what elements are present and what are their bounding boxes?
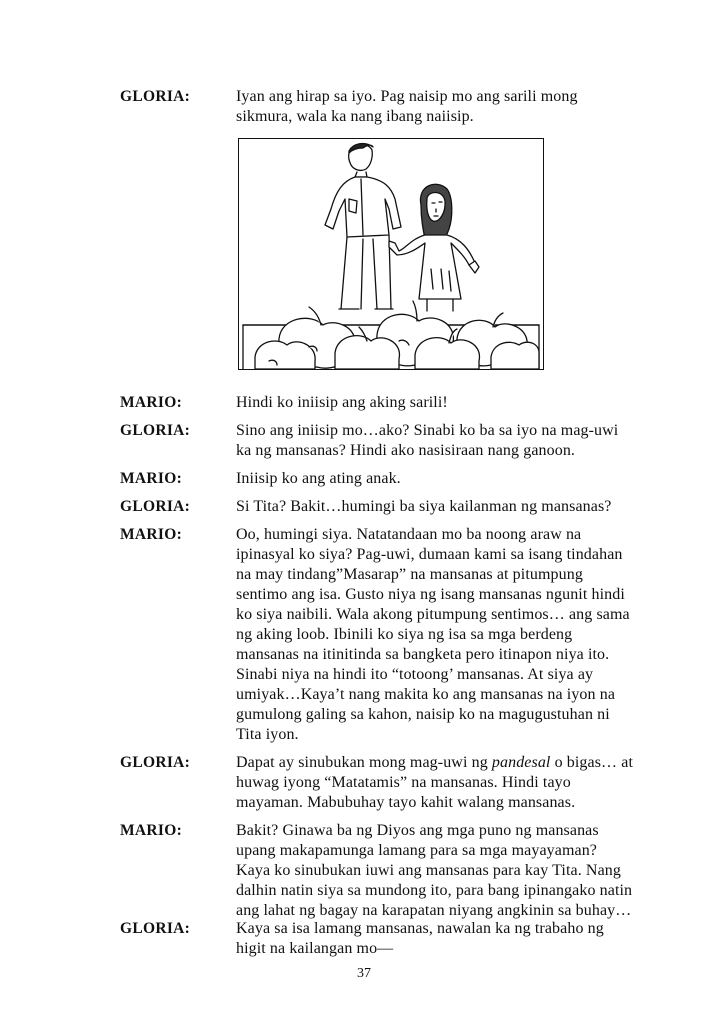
dialogue-text: Iyan ang hirap sa iyo. Pag naisip mo ang sarili mong [236,88,578,105]
dialogue-text: ka ng mansanas? Hindi ako nasisiraan nang ganoon. [236,442,576,459]
dialogue-text: Hindi ko iniisip ang aking sarili! [236,394,448,411]
dialogue-text: Bakit? Ginawa ba ng Diyos ang mga puno ng mansanas [236,822,599,839]
dialogue-text: na may tindang”Masarap” na mansanas at pitumpung [236,566,583,583]
dialogue-text: umiyak…Kaya’t nang makita ko ang mansanas na iyon na [236,686,616,703]
dialogue-line [0,498,728,528]
dialogue-text: ipinasyal ko siya? Pag-uwi, dumaan kami sa isang tindahan [236,546,623,563]
speaker-name: MARIO: [120,394,183,411]
dialogue-text: ang lahat ng bagay na karapatan niyang angkinin sa buhay… [236,902,632,919]
speaker-name: GLORIA: [120,754,191,771]
dialogue-text: upang makapamunga lamang para sa mga mayayaman? [236,842,597,859]
dialogue-line [0,108,728,138]
dialogue-line [0,794,728,824]
dialogue-line [0,442,728,472]
speaker-name: GLORIA: [120,422,191,439]
dialogue-text: dalhin natin siya sa mundong ito, para bang ipinangako natin [236,882,633,899]
dialogue-text: mayaman. Mabubuhay tayo kahit walang mansanas. [236,794,576,811]
dialogue-text: Iniisip ko ang ating anak. [236,470,401,487]
dialogue-text: Si Tita? Bakit…humingi ba siya kailanman ng mansanas? [236,498,612,515]
speaker-name: GLORIA: [120,498,191,515]
dialogue-text: higit na kailangan mo— [236,940,394,957]
dialogue-text: Sino ang iniisip mo…ako? Sinabi ko ba sa iyo na mag-uwi [236,422,619,439]
speaker-name: GLORIA: [120,920,191,937]
speaker-name: MARIO: [120,822,183,839]
page-number: 37 [357,966,371,981]
dialogue-text: ko siya naibili. Wala akong pitumpung sentimos… ang sama [236,606,630,623]
girl-figure [389,184,479,311]
speaker-name: MARIO: [120,470,183,487]
apples-pile [255,301,539,369]
dialogue-text: gumulong galing sa kahon, naisip ko na magugustuhan ni [236,706,610,723]
man-figure [325,144,401,309]
dialogue-text: sikmura, wala ka nang ibang naiisip. [236,108,474,125]
dialogue-text: Oo, humingi siya. Natatandaan mo ba noong araw na [236,526,582,543]
speaker-name: GLORIA: [120,88,191,105]
dialogue-text: Tita iyon. [236,726,299,743]
dialogue-text: mansanas na itinitinda sa bangketa pero itinapon niya ito. [236,646,610,663]
dialogue-line [0,394,728,424]
dialogue-text: sentimo ang isa. Gusto niya ng isang mansanas ngunit hindi [236,586,625,603]
dialogue-text: Dapat ay sinubukan mong mag-uwi ng pandesal o bigas… at [236,754,634,771]
illustration-father-daughter-apples [238,138,544,370]
dialogue-line [0,726,728,756]
dialogue-text: ng aking loob. Ibinili ko siya ng isa sa mga berdeng [236,626,573,643]
dialogue-text: Sinabi niya na hindi ito “totoong’ mansanas. At siya ay [236,666,594,683]
dialogue-text: Kaya ko sinubukan iuwi ang mansanas para kay Tita. Nang [236,862,621,879]
italic-word: pandesal [491,754,551,771]
dialogue-text: Kaya sa isa lamang mansanas, nawalan ka ng trabaho ng [236,920,604,937]
dialogue-line [0,470,728,500]
speaker-name: MARIO: [120,526,183,543]
dialogue-text: huwag iyong “Matatamis” na mansanas. Hindi tayo [236,774,571,791]
